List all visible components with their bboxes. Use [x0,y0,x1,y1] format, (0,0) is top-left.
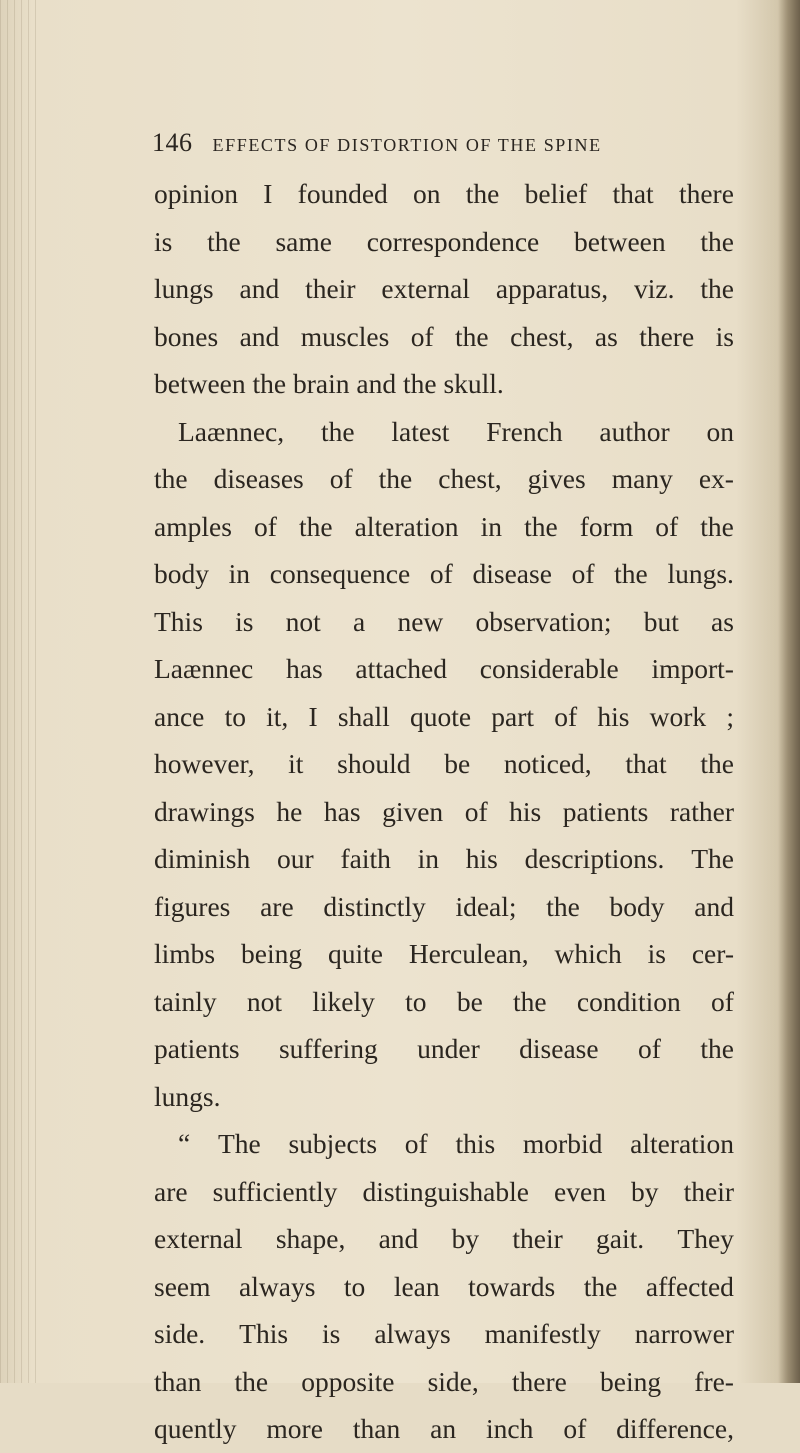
word: and [378,1223,419,1254]
word: attached [355,653,448,684]
word: the [234,1365,269,1397]
word: of [638,1033,661,1064]
body-text [154,170,734,1453]
word: diminish [154,843,251,874]
word: being [600,1365,662,1397]
word: more [266,1413,323,1444]
word: The [217,1128,261,1159]
word: lean [393,1270,440,1302]
word: author [599,415,670,447]
word: same [275,225,332,257]
word: has [323,795,361,827]
word: alteration [630,1128,734,1159]
word: many [611,463,673,494]
word: in [417,843,440,874]
text-line [154,1073,734,1121]
word: and [694,890,734,922]
text-line [154,1310,734,1358]
word: narrower [634,1318,734,1349]
word: is [647,938,666,969]
word: it, [266,700,289,732]
text-line [154,1120,734,1168]
text-line [154,788,734,836]
word: in [480,510,502,542]
word: our [277,843,314,874]
word: given [382,795,444,827]
word: descriptions. [524,843,665,874]
word: there [511,1365,567,1397]
word: external [381,273,470,304]
text-line [154,740,734,788]
word: the [700,510,734,542]
text-line [154,930,734,978]
word: quently [154,1413,237,1444]
word: I [308,700,318,732]
text-line [154,1025,734,1073]
word: alteration [354,510,459,542]
word: to [405,985,427,1017]
text-line [154,978,734,1026]
word: the [583,1270,618,1302]
word: observation; [475,605,612,637]
text-line [154,645,734,693]
word: new [397,605,444,637]
word: their [305,273,356,304]
word: than [154,1365,202,1397]
word: lungs. [154,1080,221,1112]
word: as [594,320,618,352]
word: towards [468,1270,556,1302]
word: quite [327,938,383,969]
word: gives [527,463,586,494]
word: to [343,1270,366,1302]
word: on [706,415,734,447]
word: apparatus, [495,273,609,304]
word: belief [524,178,588,209]
word: the [546,890,580,922]
word: an [430,1413,457,1444]
word: brain [292,368,357,399]
word: external [154,1223,243,1254]
word: be [456,985,483,1017]
word: and [356,368,403,399]
text-line [154,693,734,741]
word: to [224,700,246,732]
word: a [353,605,366,637]
word: the [700,748,734,779]
word: shape, [275,1223,346,1254]
word: the [378,463,413,494]
word: distinctly [323,890,426,922]
word: of [253,510,277,542]
word: the [524,510,558,542]
word: that [612,178,654,209]
word: considerable [479,653,619,684]
word: distinguishable [362,1175,529,1207]
word: not [246,985,283,1017]
word: by [451,1223,480,1254]
word: their [683,1175,734,1207]
word: as [711,605,734,637]
text-line [154,265,734,313]
word: “ [178,1128,191,1159]
word: faith [340,843,391,874]
word: the [252,368,293,399]
text-line [154,313,734,361]
word: lungs [154,273,214,304]
word: morbid [522,1128,603,1159]
word: founded [297,178,388,209]
word: difference, [616,1413,734,1444]
word: bones [154,320,219,352]
word: which [554,938,622,969]
word: the [154,463,188,494]
word: and [239,320,280,352]
word: and [239,273,280,304]
word: This [239,1318,289,1349]
word: his [509,795,542,827]
word: has [286,653,323,684]
text-line [154,1263,734,1311]
word: the [614,558,648,589]
word: is [715,320,734,352]
running-title: EFFECTS OF DISTORTION OF THE SPINE [212,135,602,155]
text-line [154,883,734,931]
word: the [700,225,734,257]
word: opinion [154,178,239,209]
word: quote [409,700,472,732]
word: are [154,1175,188,1207]
word: there [678,178,734,209]
word: chest, [438,463,502,494]
word: The [691,843,734,874]
text-line [154,598,734,646]
word: the [298,510,333,542]
word: tainly [154,985,217,1017]
page-gutter-shadow [0,0,36,1383]
word: ance [154,700,205,732]
word: their [512,1223,563,1254]
word: of [655,510,679,542]
word: body [154,558,209,589]
word: that [625,748,667,779]
word: lungs. [667,558,734,589]
word: patients [562,795,649,827]
text-line [154,835,734,883]
word: under [417,1033,480,1064]
word: latest [391,415,450,447]
word: the [465,178,500,209]
word: correspondence [366,225,540,257]
word: of [711,985,734,1017]
word: limbs [154,938,216,969]
word: be [444,748,471,779]
word: Herculean, [408,938,529,969]
word: the [700,273,734,304]
word: is [322,1318,341,1349]
word: drawings [154,795,255,827]
word: than [352,1413,401,1444]
word: part [491,700,535,732]
word: cer- [691,938,734,969]
word: disease [472,558,552,589]
word: side, [427,1365,479,1397]
word: seem [154,1270,211,1302]
page-number: 146 [152,128,193,157]
word: are [260,890,294,922]
text-line [154,550,734,598]
word: subjects [288,1128,378,1159]
word: of [554,700,578,732]
word: figures [154,890,231,922]
word: form [579,510,634,542]
word: disease [519,1033,599,1064]
word: amples [154,510,232,542]
word: in [228,558,251,589]
word: inch [486,1413,534,1444]
word: of [410,320,434,352]
word: being [240,938,303,969]
word: between [574,225,666,257]
word: between [154,368,253,399]
text-line [154,455,734,503]
text-line [154,170,734,218]
word: shall [337,700,390,732]
text-line [154,1405,734,1453]
word: I [263,178,273,209]
word: noticed, [503,748,592,779]
word: viz. [633,273,675,304]
word: manifestly [484,1318,601,1349]
word: of [571,558,595,589]
word: the [320,415,355,447]
word: ideal; [455,890,517,922]
word: side. [154,1318,206,1349]
running-header [152,128,602,158]
word: affected [645,1270,734,1302]
word: by [631,1175,659,1207]
word: Laænnec, [178,415,285,447]
word: always [374,1318,451,1349]
word: always [239,1270,316,1302]
word: ex- [698,463,734,494]
text-line [154,503,734,551]
word: the [455,320,489,352]
word: Laænnec [154,653,254,684]
word: even [554,1175,606,1207]
word: his [597,700,630,732]
word: the [402,368,444,399]
word: is [154,225,173,257]
word: of [464,795,488,827]
word: work [649,700,707,732]
word: skull. [443,368,504,399]
word: consequence [269,558,411,589]
text-line [154,1215,734,1263]
word: should [337,748,411,779]
word: of [563,1413,587,1444]
word: likely [312,985,375,1017]
word: patients [154,1033,240,1064]
text-line [154,1168,734,1216]
word: fre- [694,1365,734,1397]
word: he [276,795,303,827]
word: however, [154,748,255,779]
word: sufficiently [212,1175,338,1207]
word: of [404,1128,428,1159]
word: rather [669,795,734,827]
text-line [154,408,734,456]
word: They [677,1223,734,1254]
word: but [643,605,679,637]
word: on [413,178,441,209]
word: suffering [278,1033,378,1064]
word: opposite [301,1365,395,1397]
page-edge-shadow [778,0,800,1383]
word: there [639,320,695,352]
word: ; [726,700,734,732]
text-line [154,218,734,266]
word: import- [651,653,734,684]
word: of [429,558,453,589]
text-line [154,360,734,408]
word: is [235,605,254,637]
word: gait. [596,1223,645,1254]
word: the [207,225,241,257]
word: body [609,890,665,922]
word: this [455,1128,496,1159]
word: muscles [300,320,390,352]
word: the [700,1033,734,1064]
word: French [486,415,563,447]
word: it [288,748,304,779]
word: the [513,985,547,1017]
word: condition [576,985,681,1017]
word: This [154,605,203,637]
word: diseases [213,463,304,494]
word: his [465,843,498,874]
text-line [154,1358,734,1406]
word: chest, [510,320,574,352]
word: not [285,605,321,637]
word: of [329,463,353,494]
